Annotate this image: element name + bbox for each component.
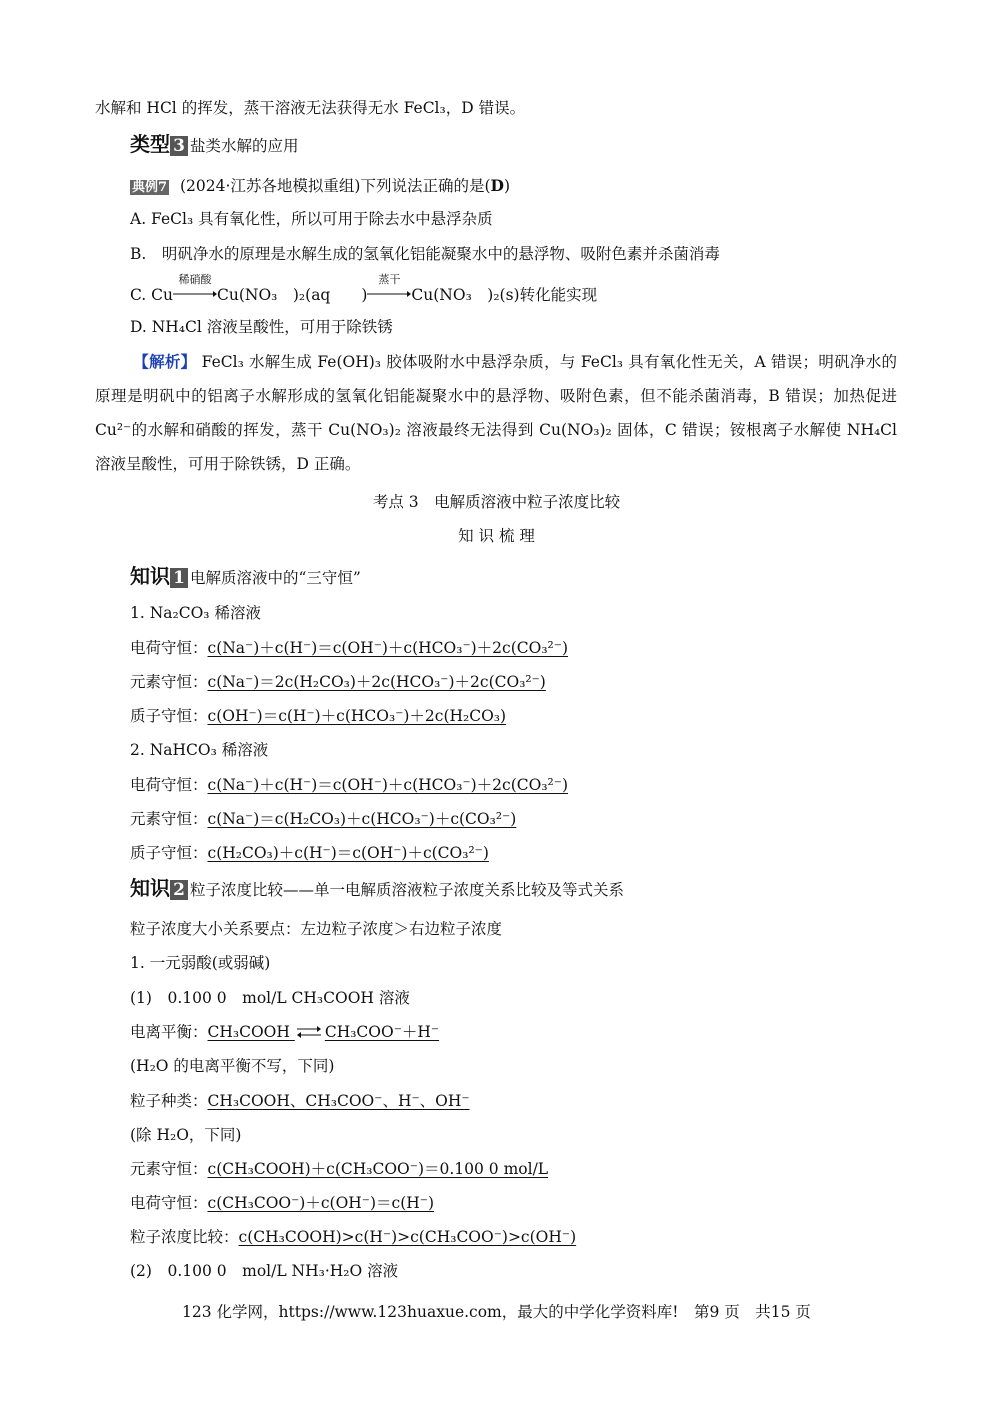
- arrow-2-label: 蒸干: [378, 273, 401, 286]
- na2co3-element: [130, 670, 546, 692]
- type-title: 盐类水解的应用: [190, 137, 299, 155]
- type3-heading: [130, 128, 299, 157]
- compare-row: [130, 1225, 576, 1247]
- na2co3-proton: [130, 704, 506, 726]
- charge-row: [130, 1191, 434, 1213]
- species-row: [130, 1089, 470, 1111]
- row-label: 元素守恒：: [130, 810, 208, 828]
- row-equation: c(Na⁻)＋c(H⁻)＝c(OH⁻)＋c(HCO₃⁻)＋2c(CO₃²⁻): [207, 776, 568, 794]
- knowledge-number: 2: [170, 880, 188, 900]
- row-label: 元素守恒：: [130, 1160, 208, 1178]
- row-equation: c(H₂CO₃)＋c(H⁻)＝c(OH⁻)＋c(CO₃²⁻): [207, 844, 489, 862]
- key-point: 粒子浓度大小关系要点：左边粒子浓度＞右边粒子浓度: [130, 920, 503, 938]
- species-equation: CH₃COOH、CH₃COO⁻、H⁻、OH⁻: [207, 1092, 470, 1110]
- note-2: (除 H₂O，下同): [130, 1126, 242, 1144]
- row-label: 质子守恒：: [130, 707, 208, 725]
- element-row: [130, 1157, 548, 1179]
- row-label: 粒子浓度比较：: [130, 1228, 239, 1246]
- row-label: 电荷守恒：: [130, 1194, 208, 1212]
- option-a: A. FeCl₃ 具有氧化性，所以可用于除去水中悬浮杂质: [130, 210, 493, 228]
- knowledge-title: 电解质溶液中的“三守恒”: [190, 569, 361, 587]
- item-2: (2) 0.100 0 mol/L NH₃·H₂O 溶液: [130, 1262, 399, 1280]
- analysis-label: 【解析】: [133, 352, 197, 371]
- nahco3-element: [130, 807, 516, 829]
- page-footer: 123 化学网，https://www.123huaxue.com，最大的中学化学资料库! 第9 页 共15 页: [182, 1303, 811, 1321]
- example-stem-text: (2024·江苏各地模拟重组)下列说法正确的是(: [179, 177, 491, 195]
- nahco3-charge: [130, 773, 568, 795]
- analysis-paragraph: [95, 345, 897, 481]
- right-arrow-icon: [367, 290, 411, 298]
- equilibrium-arrow-icon: [295, 1025, 325, 1039]
- compare-equation: c(CH₃COOH)>c(H⁻)>c(CH₃COO⁻)>c(OH⁻): [238, 1228, 577, 1246]
- row-label: 元素守恒：: [130, 673, 208, 691]
- section-title: 考点 3 电解质溶液中粒子浓度比较: [372, 493, 621, 511]
- row-label: 电离平衡：: [130, 1023, 208, 1041]
- ionization-row: [130, 1020, 439, 1042]
- subsection-1: 1. 一元弱酸(或弱碱): [130, 954, 271, 972]
- knowledge2-heading: [130, 872, 624, 901]
- row-label: 粒子种类：: [130, 1092, 208, 1110]
- element-equation: c(CH₃COOH)＋c(CH₃COO⁻)＝0.100 0 mol/L: [207, 1160, 549, 1178]
- row-label: 电荷守恒：: [130, 639, 208, 657]
- note-1: (H₂O 的电离平衡不写，下同): [130, 1057, 335, 1075]
- option-c-pre: C. Cu: [130, 286, 174, 304]
- reaction-arrow-1: [173, 273, 217, 302]
- charge-equation: c(CH₃COO⁻)＋c(OH⁻)＝c(H⁻): [207, 1194, 434, 1212]
- type-word: 类型: [130, 132, 170, 156]
- type-number: 3: [170, 136, 188, 156]
- row-equation: c(OH⁻)＝c(H⁻)＋c(HCO₃⁻)＋2c(H₂CO₃): [207, 707, 507, 725]
- option-d: D. NH₄Cl 溶液呈酸性，可用于除铁锈: [130, 318, 393, 336]
- option-c-mid: Cu(NO₃ )₂(aq ): [217, 286, 368, 304]
- knowledge-word: 知识: [130, 876, 170, 900]
- ionization-equation: CH₃COOH CH₃COO⁻＋H⁻: [207, 1023, 440, 1041]
- na2co3-charge: [130, 636, 568, 658]
- row-equation: c(Na⁻)＝c(H₂CO₃)＋c(HCO₃⁻)＋c(CO₃²⁻): [207, 810, 517, 828]
- option-b: B. 明矾净水的原理是水解生成的氢氧化铝能凝聚水中的悬浮物、吸附色素并杀菌消毒: [130, 245, 720, 263]
- knowledge-word: 知识: [130, 564, 170, 588]
- row-label: 质子守恒：: [130, 844, 208, 862]
- knowledge1-heading: [130, 560, 361, 589]
- nahco3-proton: [130, 841, 489, 863]
- option-c-post: Cu(NO₃ )₂(s)转化能实现: [411, 286, 598, 304]
- nahco3-title: 2. NaHCO₃ 稀溶液: [130, 741, 269, 759]
- row-equation: c(Na⁻)＝2c(H₂CO₃)＋2c(HCO₃⁻)＋2c(CO₃²⁻): [207, 673, 546, 691]
- example-badge: 典例7: [132, 179, 168, 195]
- option-c: [130, 273, 598, 305]
- row-label: 电荷守恒：: [130, 776, 208, 794]
- row-equation: c(Na⁻)＋c(H⁻)＝c(OH⁻)＋c(HCO₃⁻)＋2c(CO₃²⁻): [207, 639, 568, 657]
- continuation-line: 水解和 HCl 的挥发，蒸干溶液无法获得无水 FeCl₃，D 错误。: [95, 99, 526, 117]
- example-answer: D: [490, 176, 504, 195]
- item-1: (1) 0.100 0 mol/L CH₃COOH 溶液: [130, 989, 410, 1007]
- example-stem: [130, 174, 510, 196]
- arrow-1-label: 稀硝酸: [178, 273, 212, 286]
- knowledge-title: 粒子浓度比较——单一电解质溶液粒子浓度关系比较及等式关系: [190, 881, 625, 899]
- analysis-text: FeCl₃ 水解生成 Fe(OH)₃ 胶体吸附水中悬浮杂质，与 FeCl₃ 具有氧化性无关，A 错误；明矾净水的原理是明矾中的铝离子水解形成的氢氧化铝能凝聚水中的悬浮物、吸附色素，但不能杀菌消毒，B 错误；加热促进 Cu²⁻的水解和硝酸的挥发，蒸干 Cu(NO₃)₂ 溶液最终无法得到 Cu(NO₃)₂ 固体，C 错误；铵根离子水解使 NH₄Cl 溶液呈酸性，可用于除铁锈，D 正确。: [95, 353, 897, 473]
- reaction-arrow-2: [367, 273, 411, 302]
- right-arrow-icon: [173, 290, 217, 298]
- section-subtitle: 知 识 梳 理: [458, 527, 535, 545]
- knowledge-number: 1: [170, 568, 188, 588]
- example-stem-end: ): [503, 177, 511, 195]
- na2co3-title: 1. Na₂CO₃ 稀溶液: [130, 604, 261, 622]
